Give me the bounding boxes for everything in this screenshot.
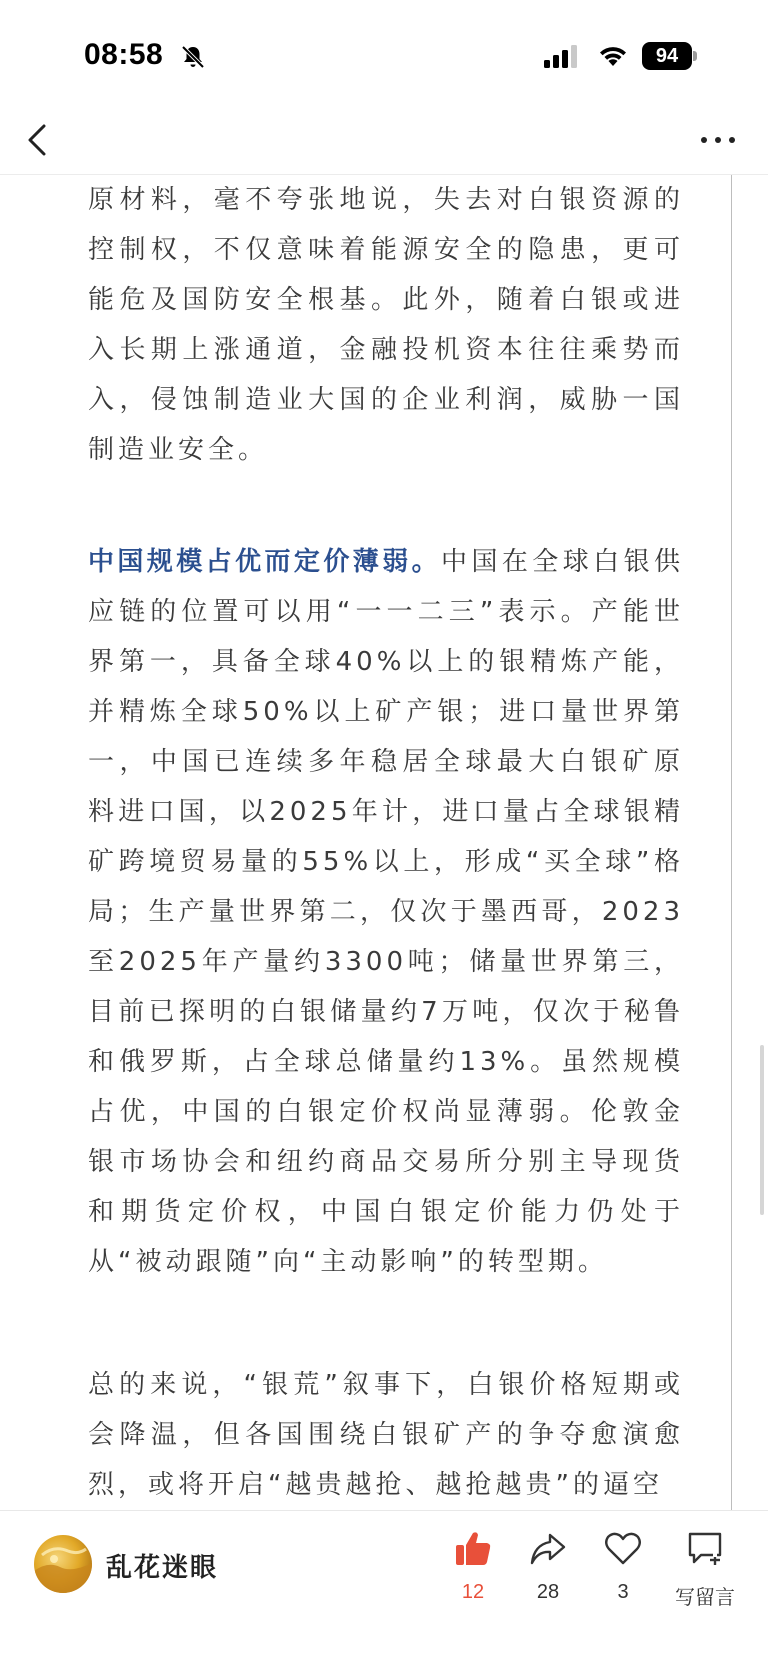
avatar-image <box>34 1535 92 1593</box>
content-divider <box>731 175 732 1510</box>
like-button[interactable] <box>433 1529 513 1609</box>
author-name[interactable]: 乱花迷眼 <box>106 1553 219 1583</box>
share-count: 28 <box>536 1581 560 1603</box>
bell-muted-icon <box>180 44 206 70</box>
nav-bar <box>0 110 768 175</box>
comment-label: 写留言 <box>675 1585 735 1609</box>
wifi-icon <box>597 42 629 68</box>
article-paragraph-2 <box>88 537 684 1287</box>
author-avatar[interactable] <box>34 1535 92 1593</box>
article-paragraph-3: 总的来说，“银荒”叙事下，白银价格短期或会降温，但各国围绕白银矿产的争夺愈演愈烈，或将开启“越贵越抢、越抢越贵”的逼空 <box>88 1370 684 1500</box>
heart-icon <box>603 1529 643 1569</box>
chevron-left-icon[interactable] <box>24 120 54 160</box>
comment-add-icon <box>685 1529 725 1569</box>
more-dots-icon[interactable] <box>698 130 738 150</box>
paragraph-body: 中国在全球白银供应链的位置可以用“一一二三”表示。产能世界第一，具备全球40%以上的银精炼产能，并精炼全球50%以上矿产银；进口量世界第一，中国已连续多年稳居全球最大白银矿原料进口国，以2025年计，进口量占全球银精矿跨境贸易量的55%以上，形成“买全球”格局；生产量世界第二，仅次于墨西哥，2023至2025年产量约3300吨；储量世界第三，目前已探明的白银储量约7万吨，仅次于秘鲁和俄罗斯，占全球总储量约13%。虽然规模占优，中国的白银定价权尚显薄弱。伦敦金银市场协会和纽约商品交易所分别主导现货和期货定价权，中国白银定价能力仍处于从“被动跟随”向“主动影响”的转型期。 <box>88 547 684 1277</box>
battery-tip <box>693 51 697 61</box>
signal-icon <box>543 44 581 70</box>
favorite-button[interactable] <box>583 1529 663 1609</box>
thumbs-up-icon <box>453 1529 493 1569</box>
paragraph-heading: 中国规模占优而定价薄弱。 <box>88 547 442 577</box>
article-content <box>0 175 732 1510</box>
battery-icon: 94 <box>642 42 692 70</box>
share-button[interactable] <box>508 1529 588 1609</box>
scrollbar[interactable] <box>760 1045 764 1215</box>
article-paragraph-1: 原材料，毫不夸张地说，失去对白银资源的控制权，不仅意味着能源安全的隐患，更可能危及国防安全根基。此外，随着白银或进入长期上涨通道，金融投机资本往往乘势而入，侵蚀制造业大国的企业利润，威胁一国制造业安全。 <box>88 185 684 465</box>
bottom-action-bar <box>0 1510 768 1669</box>
status-time: 08:58 <box>84 38 164 71</box>
comment-button[interactable] <box>660 1529 750 1609</box>
favorite-count: 3 <box>617 1581 629 1603</box>
like-count: 12 <box>461 1581 485 1603</box>
share-arrow-icon <box>528 1529 568 1569</box>
status-bar <box>0 0 768 110</box>
